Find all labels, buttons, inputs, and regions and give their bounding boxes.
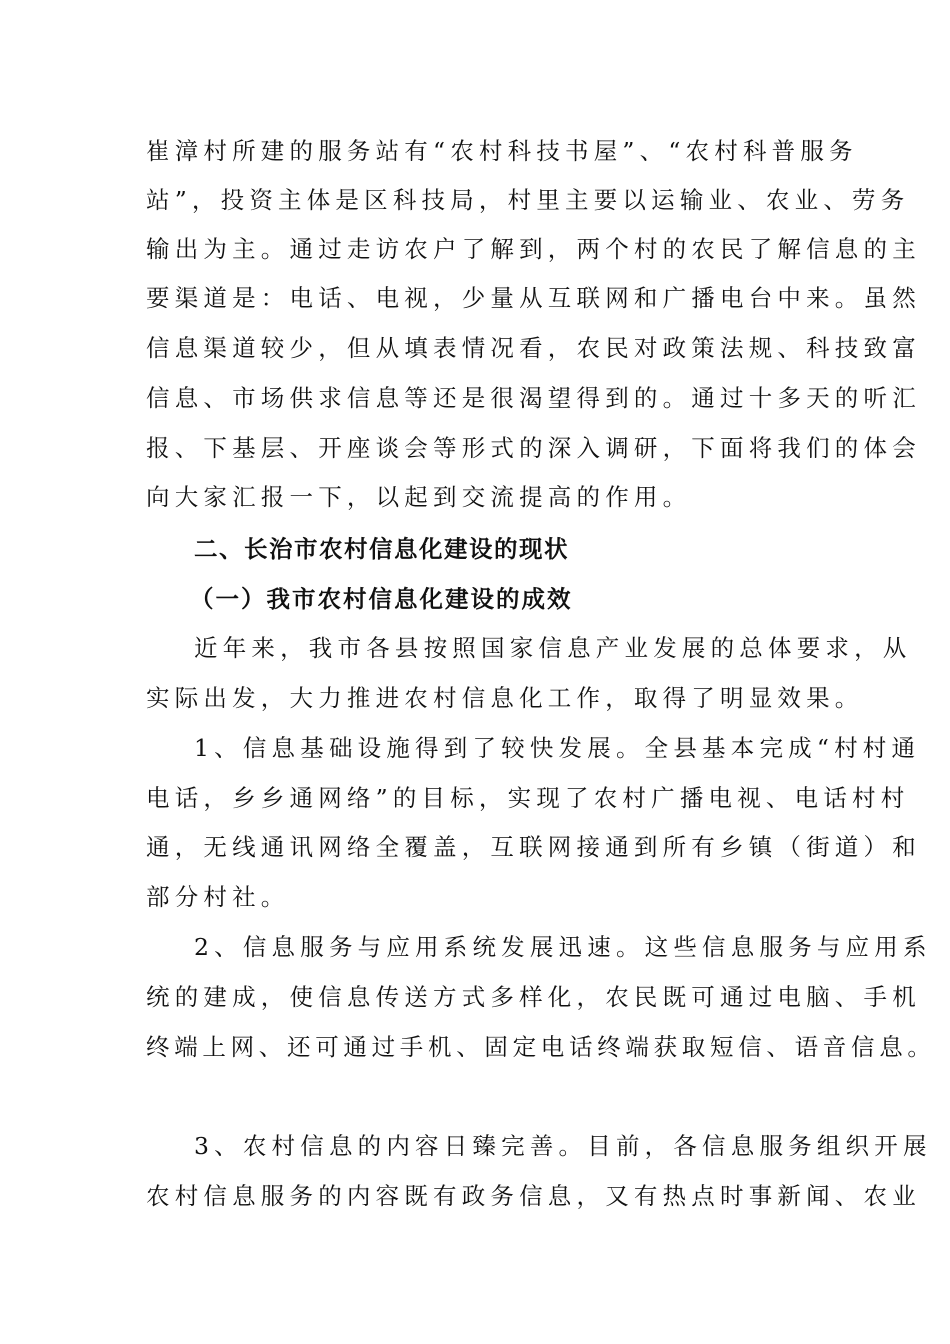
body-text-line: 信息渠道较少，但从填表情况看，农民对政策法规、科技致富 xyxy=(146,334,921,362)
list-item-line: 农村信息服务的内容既有政务信息，又有热点时事新闻、农业 xyxy=(146,1182,921,1210)
list-item-line: 部分村社。 xyxy=(146,883,290,911)
list-item-line: 通，无线通讯网络全覆盖，互联网接通到所有乡镇（街道）和 xyxy=(146,833,921,861)
body-text-line: 崔漳村所建的服务站有“农村科技书屋”、“农村科普服务 xyxy=(146,137,858,165)
section-heading: 二、长治市农村信息化建设的现状 xyxy=(194,535,569,563)
body-text-line: 站”，投资主体是区科技局，村里主要以运输业、农业、劳务 xyxy=(146,186,910,214)
body-text-line: 信息、市场供求信息等还是很渴望得到的。通过十多天的听汇 xyxy=(146,384,921,412)
subsection-heading: （一）我市农村信息化建设的成效 xyxy=(190,585,573,613)
list-item-line: 统的建成，使信息传送方式多样化，农民既可通过电脑、手机 xyxy=(146,983,921,1011)
body-text-line: 要渠道是：电话、电视，少量从互联网和广播电台中来。虽然 xyxy=(146,284,921,312)
list-item-line: 终端上网、还可通过手机、固定电话终端获取短信、语音信息。 xyxy=(146,1033,936,1061)
body-text-line: 报、下基层、开座谈会等形式的深入调研，下面将我们的体会 xyxy=(146,434,921,462)
list-item-line: 2、信息服务与应用系统发展迅速。这些信息服务与应用系 xyxy=(194,933,932,961)
body-text-line: 近年来，我市各县按照国家信息产业发展的总体要求，从 xyxy=(194,634,912,662)
body-text-line: 输出为主。通过走访农户了解到，两个村的农民了解信息的主 xyxy=(146,235,921,263)
list-item-line: 电话，乡乡通网络”的目标，实现了农村广播电视、电话村村 xyxy=(146,784,910,812)
list-item-line: 1、信息基础设施得到了较快发展。全县基本完成“村村通 xyxy=(194,734,921,762)
body-text-line: 实际出发，大力推进农村信息化工作，取得了明显效果。 xyxy=(146,684,864,712)
body-text-line: 向大家汇报一下，以起到交流提高的作用。 xyxy=(146,483,692,511)
list-item-line: 3、农村信息的内容日臻完善。目前，各信息服务组织开展 xyxy=(194,1132,932,1160)
